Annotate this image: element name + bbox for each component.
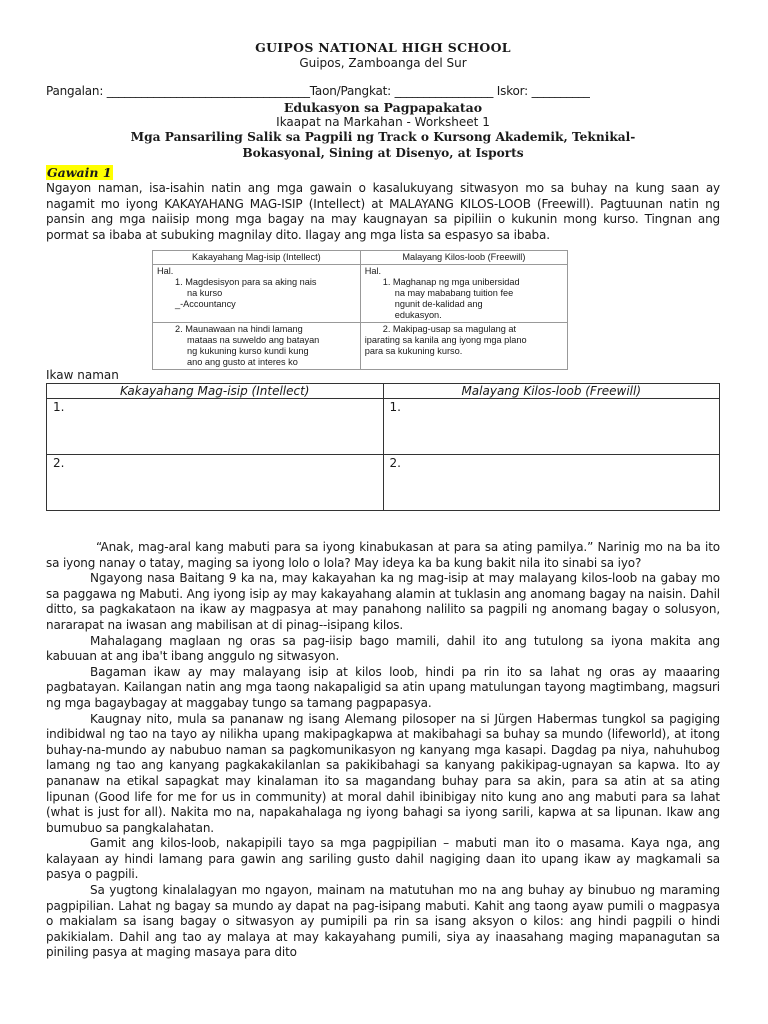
sample-header-intellect: Kakayahang Mag-isip (Intellect) [153,251,361,265]
answer-header-intellect: Kakayahang Mag-isip (Intellect) [47,384,384,399]
answer-cell-intellect-1[interactable]: 1. [47,399,384,455]
sample-text: ngunit de-kalidad ang [394,299,483,309]
sample-cell-right-1 [360,265,567,323]
answer-table [46,383,720,511]
passage-paragraph: Bagaman ikaw ay may malayang isip at kilos loob, hindi pa rin ito sa lahat ng oras ay maaaring pagbatayan. Kailangan natin ang mga taong nakapaligid sa atin upang matulungan tayong magtimbang, magsuri ng mga bagaybagay at maggabay tungo sa tamang pagpapasya. [46,664,720,710]
answer-cell-intellect-2[interactable]: 2. [47,455,384,511]
topic-title-line-1: Mga Pansariling Salik sa Pagpili ng Track o Kursong Akademik, Teknikal- [130,130,636,144]
passage-paragraph: Gamit ang kilos-loob, nakapipili tayo sa mga pagpipilian – mabuti man ito o masama. Kaya nga, ang kalayaan ay hindi lamang para gawin ang sariling gusto dahil nagiging daan ito upang ikaw ay magkamali sa pasya o pagpili. [46,836,720,882]
passage-paragraph: Ngayong nasa Baitang 9 ka na, may kakayahan ka ng mag-isip at may malayang kilos-loob na gabay mo sa paggawa ng Mabuti. Ang iyong isip ay may kakayahang alamin at tuklasin ang anomang bagay na naisin. Dahil ditto, sa pagkakataon na ikaw ay magpasya at may panahong nalilito sa pagpili ng anomang bagay o solusyon, nararapat na iwasan ang mabilisan at di pinag--isipang kilos. [46,571,720,632]
activity-instructions: Ngayon naman, isa-isahin natin ang mga gawain o kasalukuyang sitwasyon mo sa buhay na kung saan ay nagamit mo iyong KAKAYAHANG MAG-ISIP (Intellect) at MALAYANG KILOS-LOOB (Freewill). Pagtuunan natin ng pansin ang mga naiisip mong mga bagay na may kaugnayan sa pipiliin o kukunin mong kurso. Tingnan ang pormat sa ibaba at subuking magnilay dito. Ilagay ang mga lista sa espasyo sa ibaba. [46,181,720,242]
sample-text: para sa kukuning kurso. [364,346,463,356]
passage-paragraph: “Anak, mag-aral kang mabuti para sa iyong kinabukasan at para sa ating pamilya.” Narinig mo na ba ito sa iyong nanay o tatay, maging sa iyong lolo o lola? May ideya ka ba kung bakit nila ito sinabi sa iyo? [46,540,720,570]
sample-text: 2. Makipag-usap sa magulang at [382,324,517,334]
sample-table [152,250,568,370]
sample-header-freewill: Malayang Kilos-loob (Freewill) [360,251,567,265]
sample-text: na may mababang tuition fee [394,288,514,298]
sample-text: mataas na suweldo ang batayan [187,335,320,345]
sample-text: 2. Maunawaan na hindi lamang [175,324,303,334]
answer-cell-freewill-1[interactable]: 1. [383,399,720,455]
school-location: Guipos, Zamboanga del Sur [299,56,467,70]
passage-paragraph: Mahalagang maglaan ng oras sa pag-iisip bago mamili, dahil ito ang tutulong sa iyona makita ang kabuuan at ang iba't ibang anggulo ng sitwasyon. [46,633,720,664]
sample-cell-left-1 [153,265,361,323]
sample-cell-left-2 [153,323,361,370]
subject-title: Edukasyon sa Pagpapakatao [283,100,483,115]
quarter-label: Ikaapat na Markahan - Worksheet 1 [276,115,490,129]
answer-cell-freewill-2[interactable]: 2. [383,455,720,511]
worksheet-page [46,38,720,960]
topic-title-line-2: Bokasyonal, Sining at Disenyo, at Isports [242,146,524,160]
school-name: GUIPOS NATIONAL HIGH SCHOOL [255,40,511,55]
sample-text: ano ang gusto at interes ko [187,357,298,367]
sample-hal-label: Hal. [364,266,382,276]
sample-text: iparating sa kanila ang iyong mga plano [364,335,527,345]
answer-header-freewill: Malayang Kilos-loob (Freewill) [383,384,720,399]
sample-text: na kurso [187,288,223,298]
sample-text: _-Accountancy [175,299,236,309]
reading-passage [46,540,720,961]
sample-hal-label: Hal. [157,266,174,276]
activity-title: Gawain 1 [47,165,112,180]
passage-paragraph: Kaugnay nito, mula sa pananaw ng isang Alemang pilosoper na si Jürgen Habermas tungkol sa pagiging indibidwal ng tao na tayo ay nilikha upang makipagkapwa at makibahagi sa buhay sa mundo (lifeworld), at itong buhay-na-mundo ay nabubuo naman sa pagkomunikasyon ng kanyang mga kasapi. Dagdag pa niya, nahuhubog lamang ng tao ang kanyang pagkakakilanlan sa pakikibahagi sa kanyang pakikipag-ugnayan sa kapwa. Ito ay pananaw na etikal sapagkat may kinalaman ito sa magandang buhay para sa akin, para sa atin at sa ating lipunan (Good life for me for us in community) at moral dahil ibinibigay nito kung ano ang mabuti para sa lahat (what is just for all). Nakita mo na, napakahalaga ng iyong bahagi sa iyong sarili, kapwa at sa lipunan. Ikaw ang bumubuo sa pangkalahatan. [46,711,720,835]
passage-paragraph: Sa yugtong kinalalagyan mo ngayon, mainam na matutuhan mo na ang buhay ay binubuo ng maraming pagpipilian. Lahat ng bagay sa mundo ay dapat na pag-isipang mabuti. Kahit ang taong ayaw pumili o magpasya o makialam sa isang bagay o sitwasyon ay pumipili pa rin sa isang aksyon o kilos: ang hindi pagpili o hindi pakikialam. Dahil ang tao ay malaya at may kakayahang pumili, siya ay inaasahang maging mapanagutan sa piniling pasya at maging masaya para dito [46,883,720,960]
sample-text: 1. Maghanap ng mga unibersidad [382,277,520,287]
sample-cell-right-2 [360,323,567,370]
student-info-fields: Pangalan: ___________________________________Taon/Pangkat: _________________ Iskor: __________ [46,84,590,98]
sample-text: edukasyon. [394,310,442,320]
answer-table-label: Ikaw naman [46,368,119,382]
sample-text: ng kukuning kurso kundi kung [187,346,309,356]
sample-text: 1. Magdesisyon para sa aking nais [175,277,317,287]
